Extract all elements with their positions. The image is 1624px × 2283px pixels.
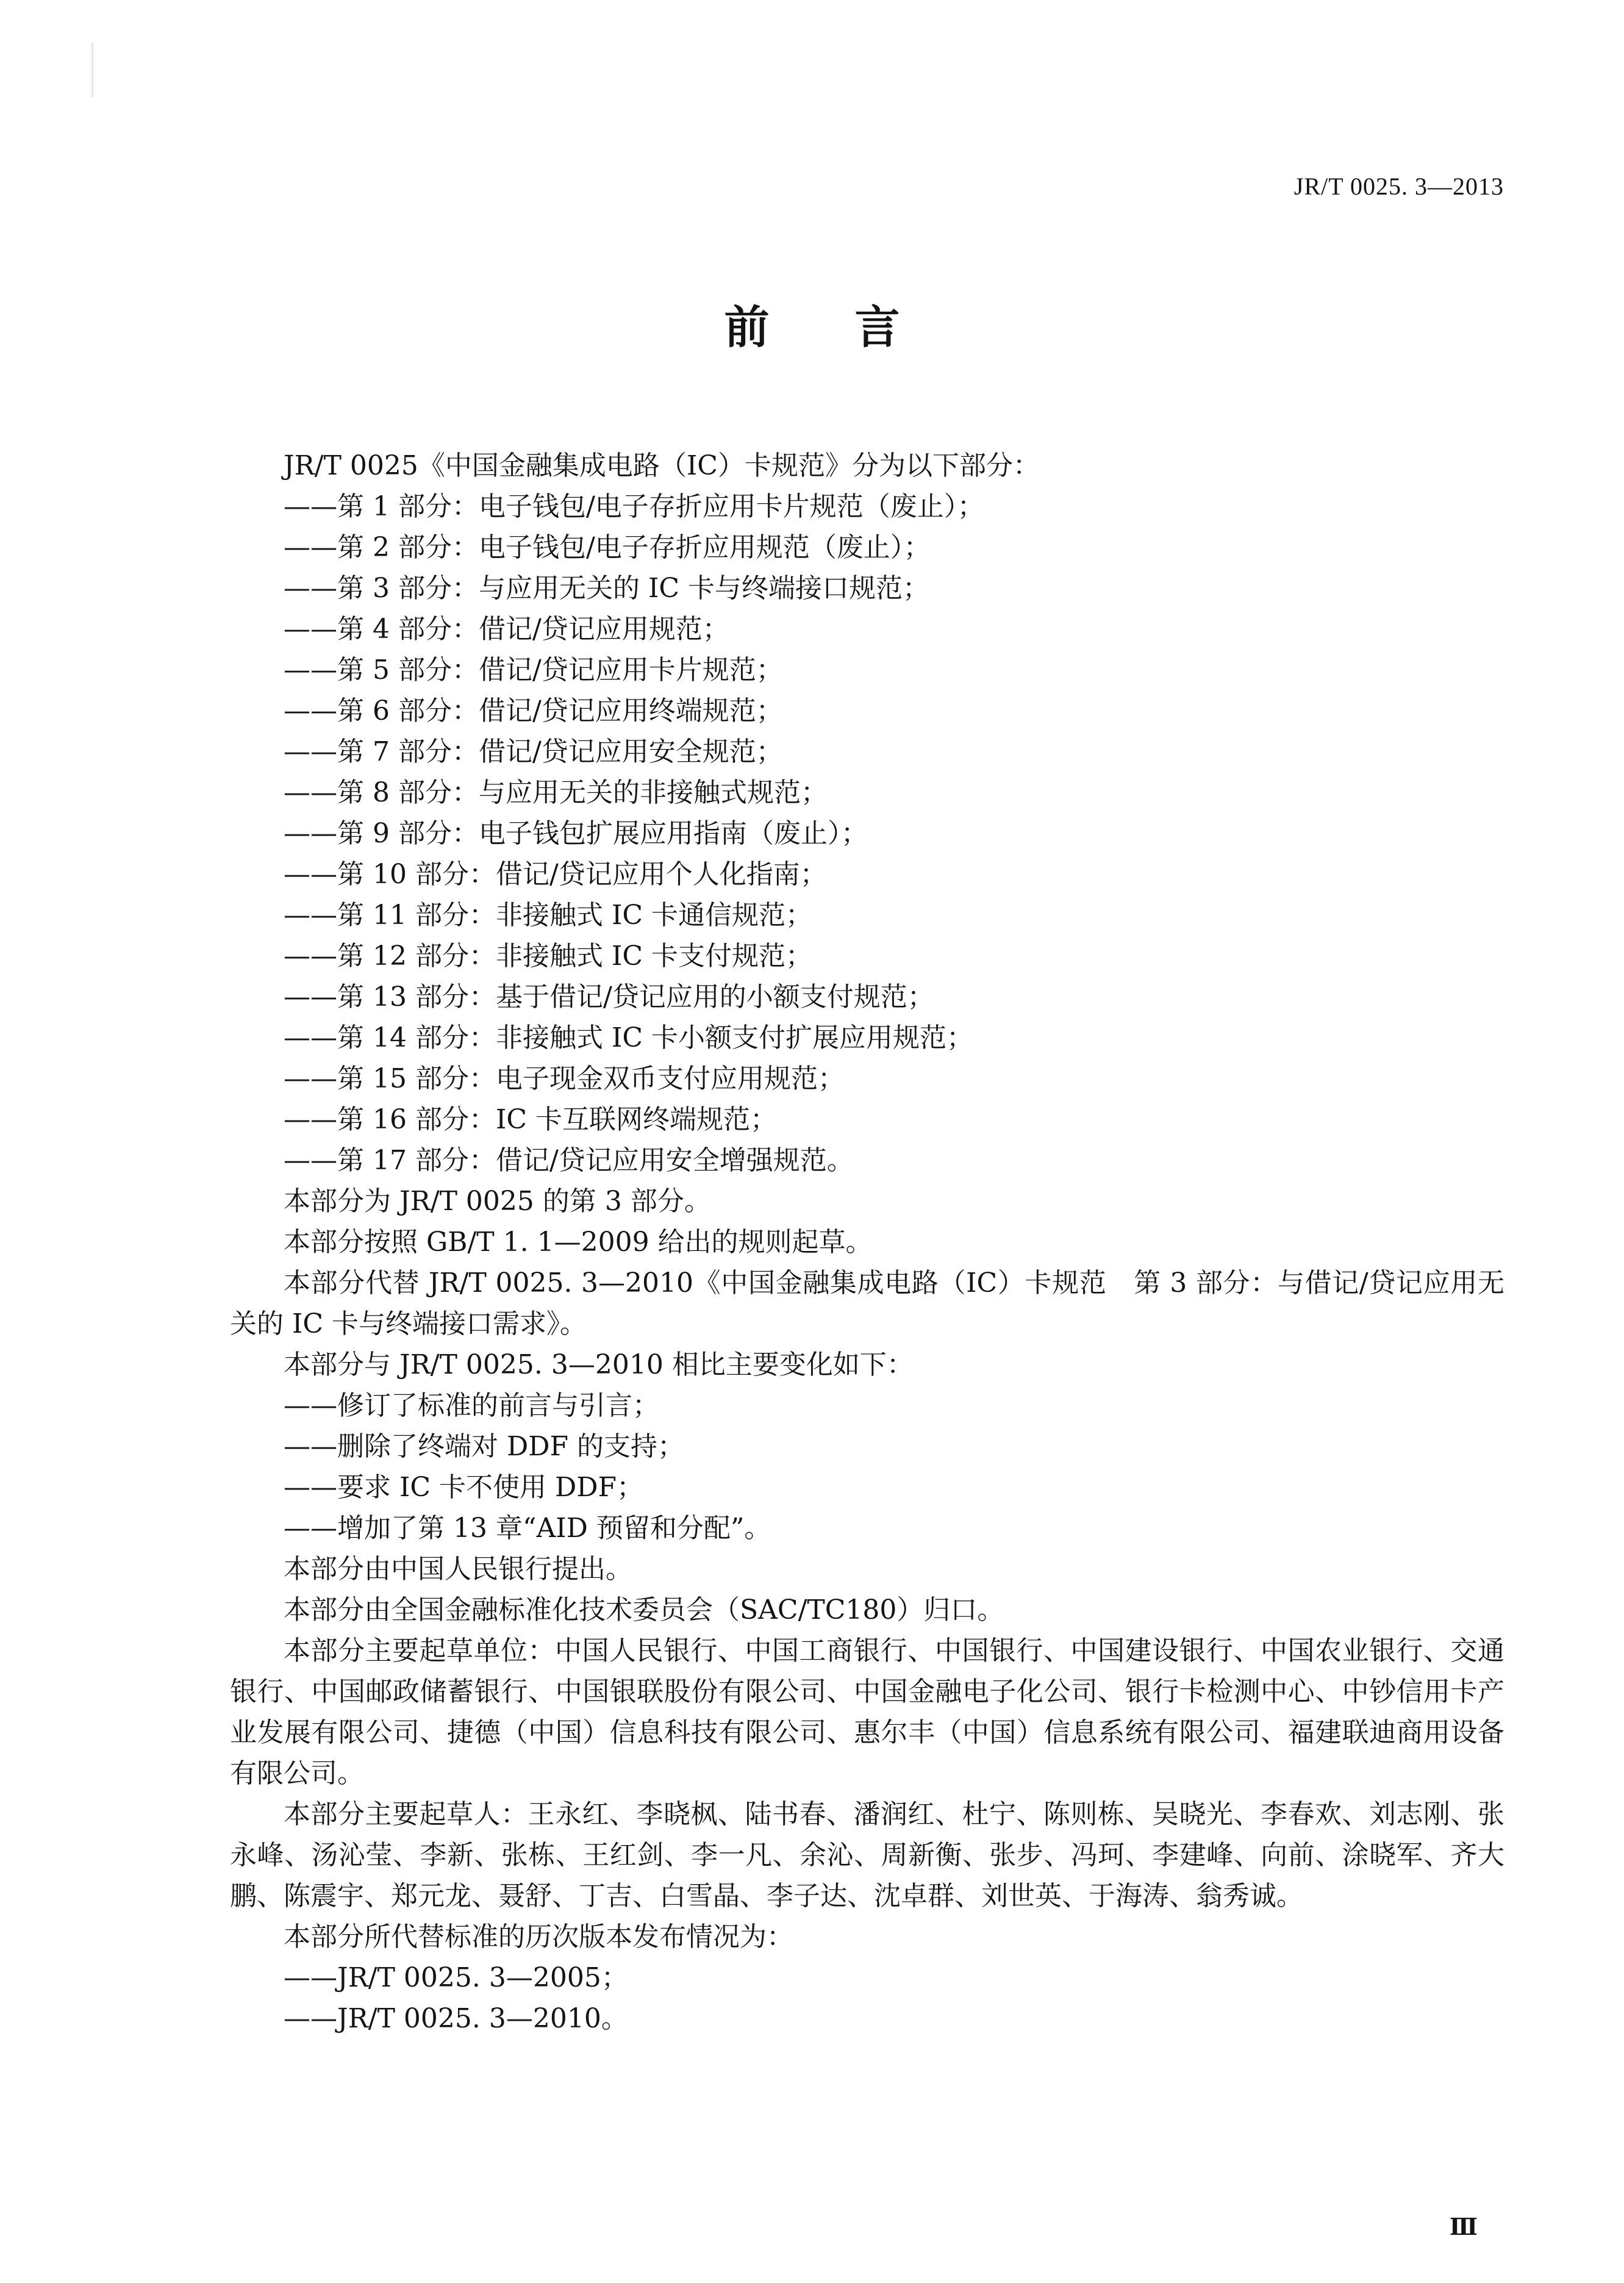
drafting-units-paragraph: 本部分主要起草单位：中国人民银行、中国工商银行、中国银行、中国建设银行、中国农业银行、交通银行、中国邮政储蓄银行、中国银联股份有限公司、中国金融电子化公司、银行卡检测中心、中钞信用卡产业发展有限公司、捷德（中国）信息科技有限公司、惠尔丰（中国）信息系统有限公司、福建联迪商用设备有限公司。 — [230, 1635, 1504, 1789]
list-item: ——第 14 部分：非接触式 IC 卡小额支付扩展应用规范； — [284, 1022, 973, 1053]
list-item: ——第 3 部分：与应用无关的 IC 卡与终端接口规范； — [284, 573, 929, 604]
title-char-2: 言 — [854, 301, 900, 354]
proposed-by-paragraph: 本部分由中国人民银行提出。 — [284, 1554, 632, 1585]
this-part-paragraph: 本部分为 JR/T 0025 的第 3 部分。 — [284, 1186, 711, 1217]
list-item: ——第 2 部分：电子钱包/电子存折应用规范（废止）； — [284, 532, 931, 563]
list-item: ——增加了第 13 章“AID 预留和分配”。 — [284, 1513, 771, 1544]
list-item: ——第 16 部分：IC 卡互联网终端规范； — [284, 1104, 777, 1135]
administered-by-paragraph: 本部分由全国金融标准化技术委员会（SAC/TC180）归口。 — [284, 1594, 1004, 1625]
list-item: ——JR/T 0025. 3—2010。 — [284, 2003, 628, 2034]
page-number: Ⅲ — [1449, 2215, 1478, 2240]
list-item: ——要求 IC 卡不使用 DDF； — [284, 1472, 644, 1503]
list-item: ——第 10 部分：借记/贷记应用个人化指南； — [284, 859, 827, 890]
list-item: ——第 5 部分：借记/贷记应用卡片规范； — [284, 654, 783, 686]
foreword-body — [230, 445, 1504, 2039]
page-title — [0, 301, 1624, 354]
list-item: ——第 9 部分：电子钱包扩展应用指南（废止）； — [284, 818, 868, 849]
list-item: ——第 6 部分：借记/贷记应用终端规范； — [284, 695, 783, 726]
list-item: ——第 13 部分：基于借记/贷记应用的小额支付规范； — [284, 981, 934, 1012]
drafting-rules-paragraph: 本部分按照 GB/T 1. 1—2009 给出的规则起草。 — [284, 1227, 873, 1258]
title-char-1: 前 — [724, 301, 770, 354]
list-item: ——第 15 部分：电子现金双币支付应用规范； — [284, 1063, 845, 1094]
list-item: ——JR/T 0025. 3—2005； — [284, 1962, 628, 1993]
intro-paragraph: JR/T 0025《中国金融集成电路（IC）卡规范》分为以下部分： — [284, 450, 1040, 481]
list-item: ——第 8 部分：与应用无关的非接触式规范； — [284, 777, 828, 808]
replaces-paragraph: 本部分代替 JR/T 0025. 3—2010《中国金融集成电路（IC）卡规范 第 3 部分：与借记/贷记应用无关的 IC 卡与终端接口需求》。 — [230, 1267, 1504, 1339]
list-item: ——第 11 部分：非接触式 IC 卡通信规范； — [284, 900, 812, 931]
list-item: ——第 1 部分：电子钱包/电子存折应用卡片规范（废止）； — [284, 491, 984, 522]
drafters-paragraph: 本部分主要起草人：王永红、李晓枫、陆书春、潘润红、杜宁、陈则栋、吴晓光、李春欢、刘志刚、张永峰、汤沁莹、李新、张栋、王红剑、李一凡、余沁、周新衡、张步、冯珂、李建峰、向前、涂晓军、齐大鹏、陈震宇、郑元龙、聂舒、丁吉、白雪晶、李子达、沈卓群、刘世英、于海涛、翁秀诚。 — [230, 1799, 1504, 1912]
scan-edge-mark — [91, 43, 93, 98]
document-id: JR/T 0025. 3—2013 — [1293, 173, 1504, 200]
list-item: ——第 12 部分：非接触式 IC 卡支付规范； — [284, 941, 812, 972]
list-item: ——第 7 部分：借记/贷记应用安全规范； — [284, 736, 783, 767]
list-item: ——第 4 部分：借记/贷记应用规范； — [284, 614, 729, 645]
list-item: ——删除了终端对 DDF 的支持； — [284, 1431, 685, 1462]
list-item: ——修订了标准的前言与引言； — [284, 1390, 659, 1421]
history-intro-paragraph: 本部分所代替标准的历次版本发布情况为： — [284, 1921, 793, 1952]
changes-intro-paragraph: 本部分与 JR/T 0025. 3—2010 相比主要变化如下： — [284, 1349, 914, 1380]
list-item: ——第 17 部分：借记/贷记应用安全增强规范。 — [284, 1145, 854, 1176]
